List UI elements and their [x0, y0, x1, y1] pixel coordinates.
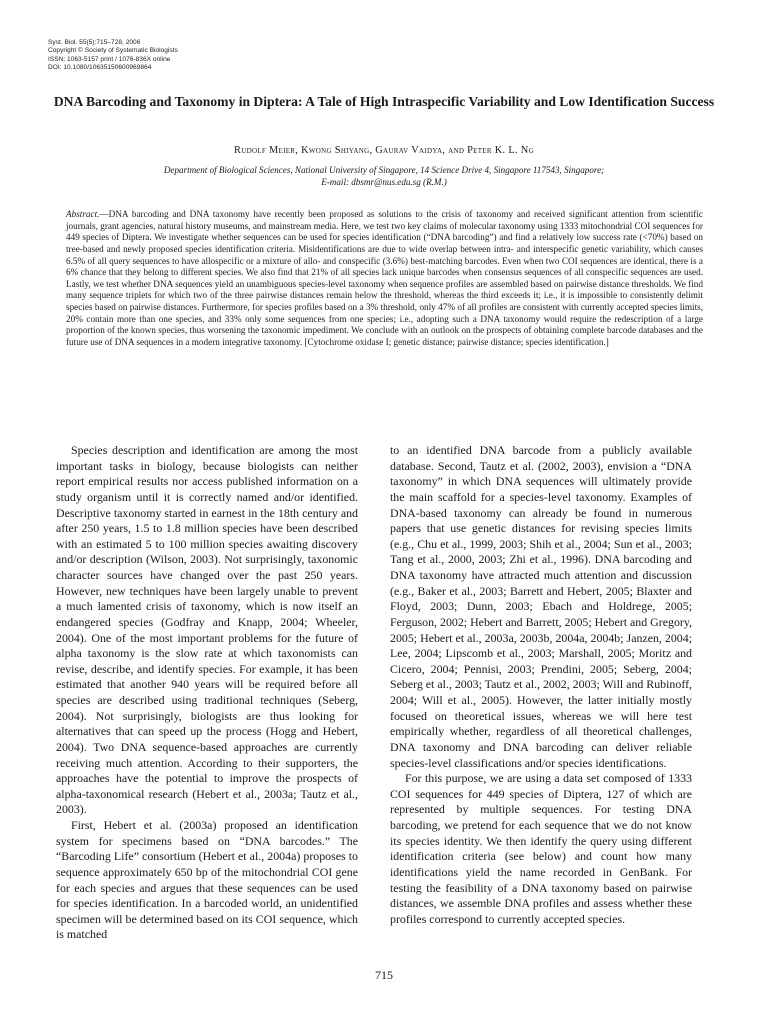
issn-line: ISSN: 1063-5157 print / 1076-836X online — [48, 55, 171, 63]
author-list: Rudolf Meier, Kwong Shiyang, Gaurav Vaidya, and Peter K. L. Ng — [234, 145, 534, 156]
left-column — [56, 443, 358, 943]
affiliation-email: E-mail: dbsmr@nus.edu.sg (R.M.) — [321, 176, 447, 187]
abstract-label: Abstract. — [66, 209, 100, 219]
body-paragraph: Species description and identification are among the most important tasks in biology, because biologists can neither report empirical results nor access published information on a study organism until it is correctly named and/or identified. Descriptive taxonomy started in earnest in the 18th century and after 250 years, 1.5 to 1.8 million species have been described with an estimated 5 to 100 million species awaiting discovery and/or description (Wilson, 2003). Not surprisingly, taxonomic character sources have changed over the past 250 years. However, new techniques have been largely unable to prevent a much lamented crisis of taxonomy, which is now itself an endangered species (Godfray and Knapp, 2004; Wheeler, 2004). One of the most important problems for the future of alpha taxonomy is the slow rate at which taxonomists can revise, describe, and identify species. For example, it has been estimated that another 940 years will be required before all species are described using traditional techniques (Seberg, 2004). Not surprisingly, biologists are thus looking for alternatives that can speed up the process (Hogg and Hebert, 2004). Two DNA sequence-based approaches are currently receiving much attention. According to their supporters, the approaches have the potential to improve the prospects of alpha-taxonomical research (Hebert et al., 2003a; Tautz et al., 2003). — [56, 443, 358, 817]
journal-header — [48, 39, 178, 73]
affiliation — [60, 165, 708, 188]
abstract — [66, 209, 703, 349]
affiliation-address: Department of Biological Sciences, National University of Singapore, 14 Science Drive 4, Singapore 117543, Singapore; — [163, 165, 605, 175]
body-paragraph: First, Hebert et al. (2003a) proposed an identification system for specimens based on “DNA barcodes.” The “Barcoding Life” consortium (Hebert et al., 2004a) proposes to sequence approximately 650 bp of the mitochondrial COI gene for each species and argues that these sequences can be used for species identification. In a barcoded world, an unidentified specimen will be determined based on its COI sequence, which is matched — [56, 818, 358, 942]
copyright-line: Copyright © Society of Systematic Biologists — [48, 47, 178, 55]
body-paragraph: to an identified DNA barcode from a publicly available database. Second, Tautz et al. (2002, 2003), envision a “DNA taxonomy” in which DNA sequences will ultimately provide the main scaffold for a species-level taxonomy. Examples of DNA-based taxonomy can already be found in numerous papers that use genetic distances for revising species limits (e.g., Chu et al., 1999, 2003; Shih et al., 2004; Sun et al., 2003; Tang et al., 2000, 2003; Zhi et al., 1996). DNA barcoding and DNA taxonomy have attracted much attention and discussion (e.g., Baker et al., 2003; Barrett and Hebert, 2005; Blaxter and Floyd, 2003; Dunn, 2003; Ebach and Holdrege, 2005; Ferguson, 2002; Hebert and Barrett, 2005; Hebert and Gregory, 2005; Hebert et al., 2003a, 2003b, 2004a, 2004b; Janzen, 2004; Lee, 2004; Lipscomb et al., 2003; Marshall, 2005; Moritz and Cicero, 2004; Pennisi, 2003; Prendini, 2005; Seberg, 2004; Seberg et al., 2003; Tautz et al., 2002, 2003; Will and Rubinoff, 2004; Will et al., 2005). However, the latter initially mostly focused on theoretical issues, whereas we will here test empirically whether, regardless of all theoretical challenges, DNA taxonomy and DNA barcoding can deliver reliable species-level classifications and/or species identifications. — [390, 443, 692, 770]
citation-line: Syst. Biol. 55(5):715–728, 2006 — [48, 39, 141, 46]
body-paragraph: For this purpose, we are using a data set composed of 1333 COI sequences for 449 species of Diptera, 127 of which are represented by multiple sequences. For testing DNA barcoding, we pretend for each sequence that we do not know its species identity. We then identify the query using different identification criteria (see below) and count how many identifications yield the name recorded in GenBank. For testing the feasibility of a DNA taxonomy based on pairwise distances, we assemble DNA profiles and assess whether these profiles correspond to currently accepted species. — [390, 771, 692, 926]
page-number: 715 — [375, 968, 393, 982]
abstract-text: —DNA barcoding and DNA taxonomy have recently been proposed as solutions to the crisis of taxonomy and received significant attention from scientific journals, grant agencies, natural history museums, and mainstream media. Here, we test two key claims of molecular taxonomy using 1333 mitochondrial COI sequences for 449 species of Diptera. We investigate whether sequences can be used for species identification (“DNA barcoding”) and find a relatively low success rate (<70%) based on tree-based and newly proposed species identification criteria. Misidentifications are due to wide overlap between intra- and interspecific genetic variability, which causes 6.5% of all query sequences to have allospecific or a mixture of allo- and conspecific (3.6%) best-matching barcodes. Even when two COI sequences are identical, there is a 6% chance that they belong to different species. We also find that 21% of all species lack unique barcodes when consensus sequences of all conspecific sequences are used. Lastly, we test whether DNA sequences yield an unambiguous species-level taxonomy when sequence profiles are assembled based on pairwise distance thresholds. We find many sequence triplets for which two of the three pairwise distances remain below the threshold, whereas the third exceeds it; i.e., it is impossible to consistently delimit species based on pairwise distances. Furthermore, for species profiles based on a 3% threshold, only 47% of all profiles are consistent with currently accepted species limits, 20% contain more than one species, and 33% only some sequences from one species; i.e., adopting such a DNA taxonomy would require the redescription of a large proportion of the known species, thus worsening the taxonomic impediment. We conclude with an outlook on the prospects of obtaining complete barcode databases and the future use of DNA sequences in a modern integrative taxonomy. [Cytochrome oxidase I; genetic distance; pairwise distance; species identification.] — [66, 209, 703, 347]
right-column — [390, 443, 692, 927]
doi-line: DOI: 10.1080/10635150600969864 — [48, 64, 152, 72]
article-title: DNA Barcoding and Taxonomy in Diptera: A Tale of High Intraspecific Variability and Low Identification Success — [53, 94, 715, 109]
